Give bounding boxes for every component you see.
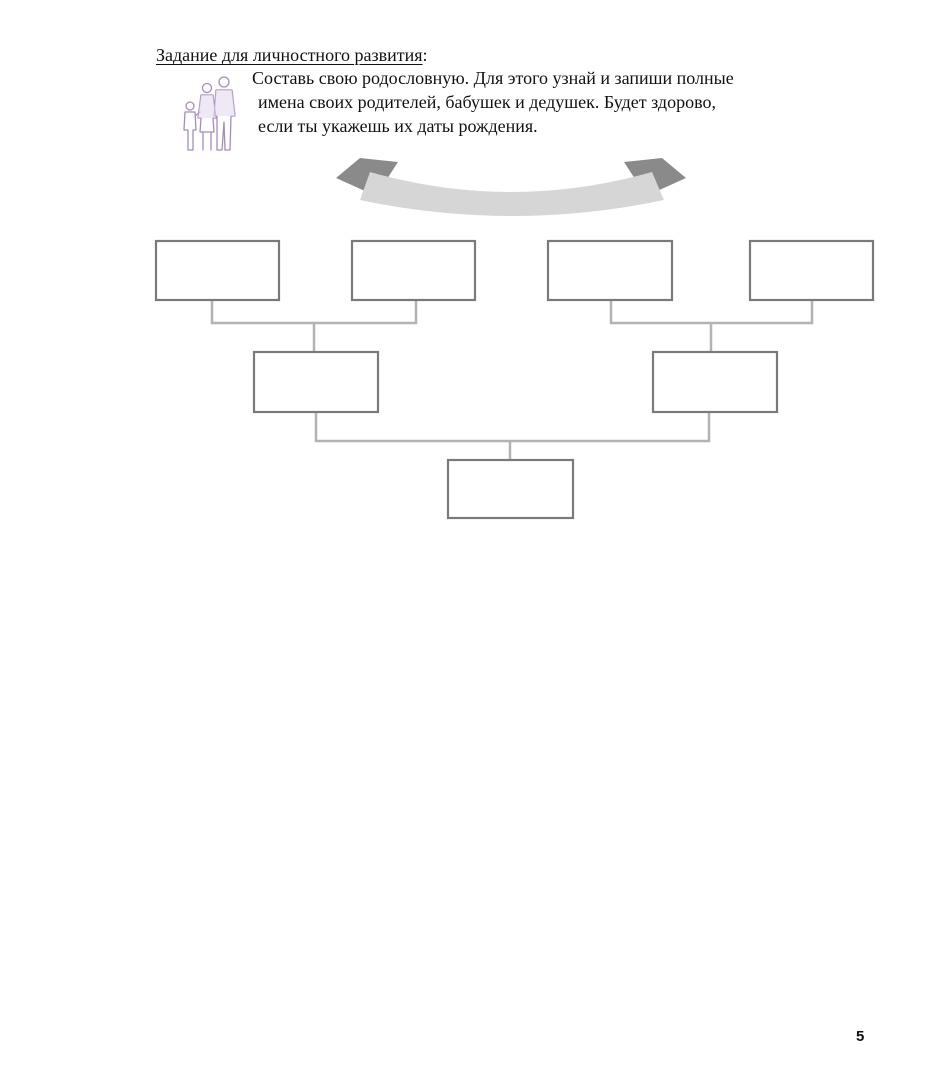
child-box[interactable] [448,460,573,518]
task-heading-colon: : [422,45,428,65]
banner-ribbon [336,158,686,216]
banner-band [360,172,664,216]
parent-box-left[interactable] [254,352,378,412]
task-line-3: если ты укажешь их даты рождения. [258,116,538,136]
task-line-1: Составь свою родословную. Для этого узнай и запиши полные [252,68,734,88]
page-number: 5 [856,1028,865,1045]
grandparent-box-1[interactable] [156,241,279,300]
task-heading-text: Задание для личностного развития [156,45,423,65]
connector-right-grandparents [611,300,812,323]
task-line-2: имена своих родителей, бабушек и дедушек. Будет здорово, [258,92,716,112]
grandparent-box-4[interactable] [750,241,873,300]
connector-left-grandparents [212,300,416,323]
grandparent-box-3[interactable] [548,241,672,300]
grandparent-box-2[interactable] [352,241,475,300]
connector-parents [316,412,709,441]
parent-box-right[interactable] [653,352,777,412]
